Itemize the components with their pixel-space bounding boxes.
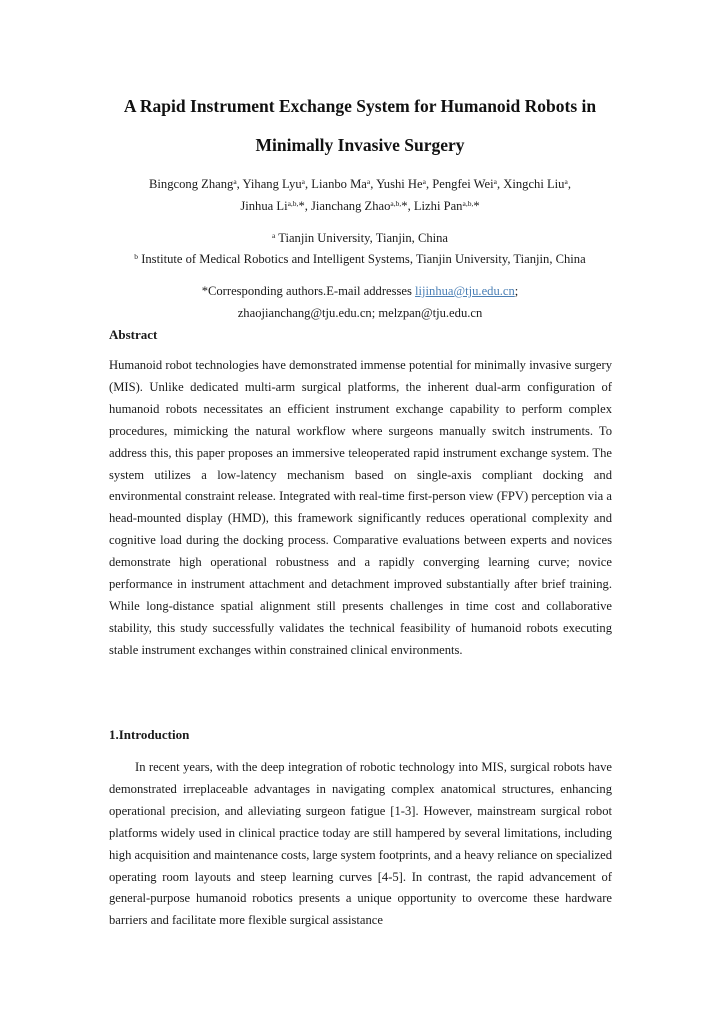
corresponding-email-link[interactable]: lijinhua@tju.edu.cn xyxy=(415,284,515,298)
introduction-heading: 1.Introduction xyxy=(109,727,190,742)
author-separator: , xyxy=(236,177,243,191)
corresponding-author-marker: * xyxy=(401,199,408,213)
affiliation-a-marker: a xyxy=(271,231,276,240)
author-separator: , xyxy=(370,177,377,191)
author-separator: , xyxy=(304,177,312,191)
author-name: Lizhi Pan xyxy=(413,199,463,213)
author-name: Pengfei Wei xyxy=(432,177,494,191)
corresponding-authors xyxy=(60,283,660,299)
author-affiliation-marker: a xyxy=(422,177,426,186)
author-affiliation-marker: a xyxy=(564,177,568,186)
corresponding-author-marker: * xyxy=(473,199,480,213)
corresponding-prefix: *Corresponding authors.E-mail addresses xyxy=(201,284,416,298)
author-name: Yushi He xyxy=(376,177,423,191)
author-separator: , xyxy=(425,177,433,191)
author-affiliation-marker: a,b, xyxy=(287,199,299,208)
author-name: Xingchi Liu xyxy=(503,177,565,191)
author-separator: , xyxy=(407,199,414,213)
author-name: Yihang Lyu xyxy=(242,177,302,191)
author-list-line-1 xyxy=(60,176,660,192)
paper-title-line-1: A Rapid Instrument Exchange System for Humanoid Robots in xyxy=(123,96,597,116)
author-name: Lianbo Ma xyxy=(311,177,367,191)
affiliation-b xyxy=(60,251,660,267)
corresponding-suffix: ; xyxy=(514,284,519,298)
author-name: Jianchang Zhao xyxy=(311,199,391,213)
author-name: Bingcong Zhang xyxy=(149,177,234,191)
abstract-heading: Abstract xyxy=(109,327,158,342)
author-affiliation-marker: a xyxy=(493,177,497,186)
author-affiliation-marker: a xyxy=(366,177,371,186)
author-affiliation-marker: a xyxy=(301,177,305,186)
author-separator: , xyxy=(567,177,571,191)
author-separator: , xyxy=(496,177,504,191)
affiliation-a-text: Tianjin University, Tianjin, China xyxy=(275,231,449,245)
abstract-text: Humanoid robot technologies have demonstrated immense potential for minimally invasive surgery (MIS). Unlike dedicated multi-arm surgical platforms, the inherent dual-arm configuration of humanoid robots necessitates an efficient instrument exchange capability to perform complex procedures, mimicking the natural workflow where surgeons manually switch instruments. To address this, this paper proposes an immersive teleoperated rapid instrument exchange system. The system utilizes a low-latency mechanism based on single-axis compliant docking and environmental constraint release. Integrated with real-time first-person view (FPV) perception via a head-mounted display (HMD), this framework significantly reduces operational complexity and cognitive load during the docking process. Comparative evaluations between experts and novices demonstrate high operational robustness and a rapidly converging learning curve; novice performance in instrument attachment and detachment improved substantially after brief training. While long-distance spatial alignment still presents challenges in time cost and collaborative stability, this study successfully validates the technical feasibility of humanoid robots executing stable instrument exchanges within constrained clinical environments. xyxy=(109,358,612,657)
author-separator: , xyxy=(304,199,312,213)
author-affiliation-marker: a xyxy=(233,177,237,186)
author-list-line-2 xyxy=(60,198,660,214)
affiliation-b-text: Institute of Medical Robotics and Intelligent Systems, Tianjin University, Tianjin, China xyxy=(138,252,586,266)
author-name: Jinhua Li xyxy=(240,199,288,213)
author-affiliation-marker: a,b, xyxy=(462,199,474,208)
affiliation-a xyxy=(60,230,660,246)
introduction-text: In recent years, with the deep integration of robotic technology into MIS, surgical robots have demonstrated irreplaceable advantages in navigating complex anatomical structures, enhancing operational precision, and alleviating surgeon fatigue [1-3]. However, mainstream surgical robot platforms widely used in clinical practice today are still hampered by several limitations, including high acquisition and maintenance costs, large system footprints, and a heavy reliance on specialized operating room layouts and steep learning curves [4-5]. In contrast, the rapid advancement of general-purpose humanoid robotics presents a unique opportunity to overcome these hardware barriers and facilitate more flexible surgical assistance xyxy=(109,760,613,928)
affiliation-b-marker: b xyxy=(134,252,139,261)
author-affiliation-marker: a,b, xyxy=(390,199,402,208)
corresponding-emails: zhaojianchang@tju.edu.cn; melzpan@tju.edu.cn xyxy=(237,306,483,320)
corresponding-author-marker: * xyxy=(298,199,305,213)
paper-title-line-2: Minimally Invasive Surgery xyxy=(255,135,465,155)
